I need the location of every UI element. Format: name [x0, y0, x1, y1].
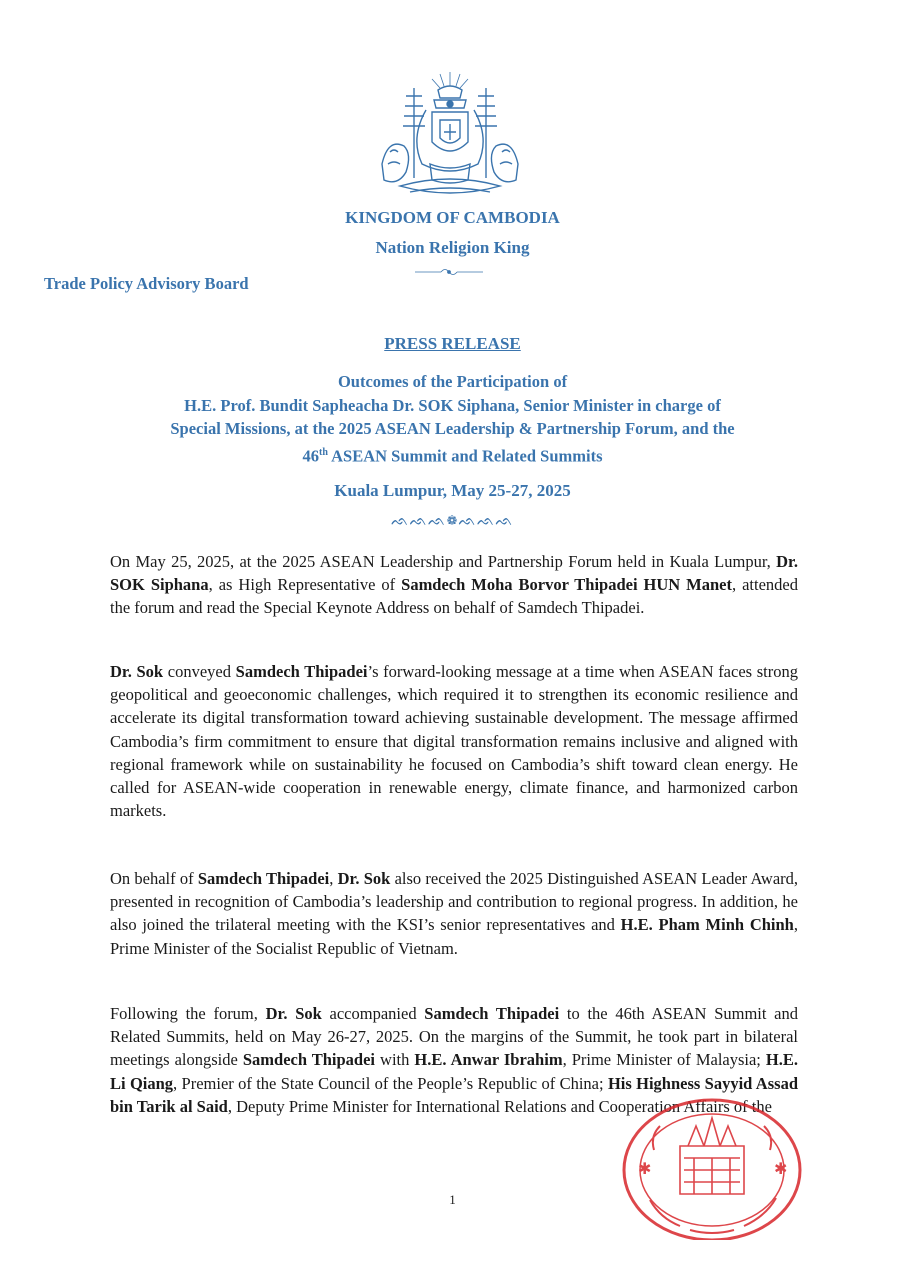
person-name: H.E. Anwar Ibrahim [414, 1050, 563, 1070]
person-name: Dr. Sok [337, 869, 391, 888]
body-paragraph [110, 867, 798, 960]
text-run: , attended the forum and read the Special Keynote Address on behalf of Samdech Thipadei. [110, 575, 798, 618]
title-summit-name: ASEAN Summit and Related Summits [327, 446, 603, 465]
divider-ornament-icon [413, 266, 485, 278]
text-run: with [375, 1050, 415, 1070]
section-ornament: ᨒᨒᨒ❁ᨒᨒᨒ [391, 514, 514, 529]
national-motto: Nation Religion King [375, 238, 530, 257]
title-summit-number: 46 [302, 446, 319, 465]
text-run: On May 25, 2025, at the 2025 ASEAN Leadership and Partnership Forum held in Kuala Lumpur, [110, 552, 777, 571]
text-run: , Deputy Prime Minister for International Relations and Cooperation Affairs of the [227, 1096, 772, 1116]
text-run: also received the 2025 Distinguished ASEAN Leader Award, presented in recognition of Cambodia’s leadership and contribution to regional progress. In addition, he also joined the trilateral meeting with the KSI’s senior representatives and [110, 869, 799, 935]
text-run: conveyed [163, 662, 236, 681]
kingdom-heading: KINGDOM OF CAMBODIA [345, 208, 560, 227]
title-line: H.E. Prof. Bundit Sapheacha Dr. SOK Siphana, Senior Minister in charge of [184, 395, 721, 415]
text-run: On behalf of [110, 869, 198, 888]
person-name: Samdech Thipadei [424, 1004, 560, 1023]
person-name: H.E. Li Qiang [110, 1050, 798, 1093]
person-name: His Highness Sayyid Assad bin Tarik al Said [110, 1073, 798, 1116]
person-name: Dr. SOK Siphana [110, 552, 798, 595]
official-seal-stamp-icon [620, 1090, 805, 1240]
title-line [90, 441, 815, 468]
place-and-date: Kuala Lumpur, May 25-27, 2025 [334, 481, 571, 500]
body-paragraph [110, 660, 798, 822]
press-release-label: PRESS RELEASE [384, 334, 521, 353]
royal-arms-icon [370, 68, 530, 208]
title-line: Outcomes of the Participation of [337, 372, 568, 391]
person-name: Samdech Thipadei [235, 662, 368, 681]
person-name: Samdech Thipadei [197, 869, 330, 888]
body-paragraph [110, 550, 798, 620]
text-run: to the 46th ASEAN Summit and Related Summits, held on May 26-27, 2025. On the margins of the Summit, he took part in bilateral meetings alongside [110, 1004, 799, 1070]
text-run: accompanied [321, 1004, 425, 1023]
text-run: , Premier of the State Council of the People’s Republic of China; [173, 1073, 608, 1093]
person-name: Dr. Sok [110, 662, 164, 681]
person-name: Samdech Moha Borvor Thipadei HUN Manet [401, 575, 732, 595]
text-run: , Prime Minister of Malaysia; [562, 1050, 766, 1070]
person-name: H.E. Pham Minh Chinh [620, 915, 794, 935]
title-line: Special Missions, at the 2025 ASEAN Leadership & Partnership Forum, and the [170, 419, 735, 438]
organization-name: Trade Policy Advisory Board [44, 274, 249, 293]
svg-text:✱: ✱ [774, 1159, 788, 1178]
svg-text:✱: ✱ [638, 1159, 652, 1178]
person-name: Dr. Sok [265, 1004, 322, 1023]
text-run: Following the forum, [110, 1004, 266, 1023]
page-number: 1 [449, 1192, 456, 1207]
text-run: , as High Representative of [208, 575, 402, 595]
text-run: , [329, 869, 338, 888]
person-name: Samdech Thipadei [242, 1050, 376, 1070]
release-title [90, 370, 815, 468]
text-run: ’s forward-looking message at a time when ASEAN faces strong geopolitical and geoeconomic challenges, which required it to strengthen its economic resilience and accelerate its digital transformation toward achieving sustainable development. The message affirmed Cambodia’s firm commitment to ensure that digital transformation remains inclusive and aligned with regional framework while on sustainability he focused on Cambodia’s shift toward clean energy. He called for ASEAN-wide cooperation in renewable energy, climate finance, and harmonized carbon markets. [110, 662, 798, 821]
title-ordinal-suffix: th [319, 446, 328, 458]
text-run: , Prime Minister of the Socialist Republic of Vietnam. [110, 915, 798, 958]
